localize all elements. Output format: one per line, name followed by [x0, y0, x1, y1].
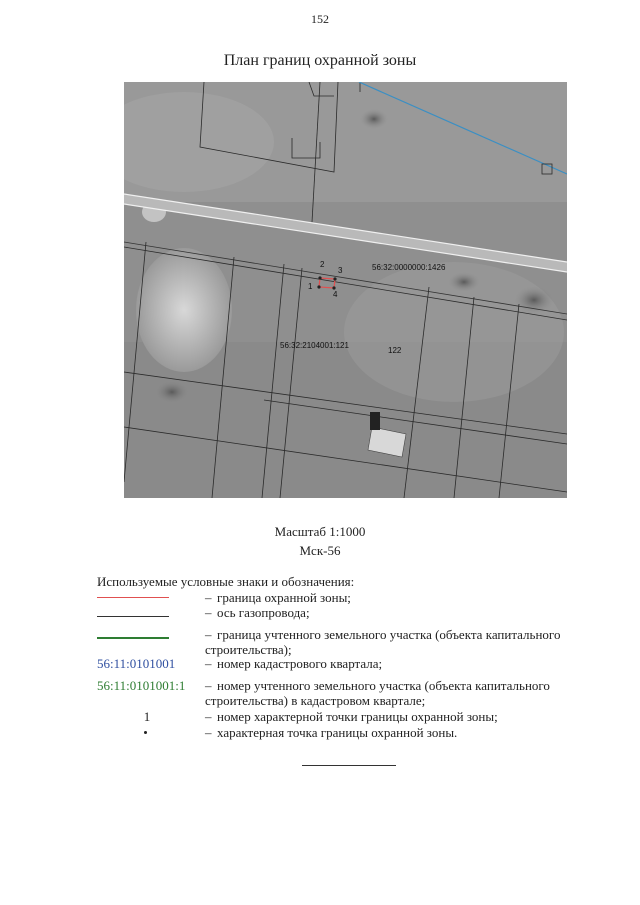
- page-title: План границ охранной зоны: [223, 52, 417, 69]
- legend-title: Используемые условные знаки и обозначения:: [97, 574, 355, 589]
- legend-desc: характерная точка границы охранной зоны.: [217, 725, 458, 740]
- point-dot-symbol: [144, 731, 147, 734]
- legend-item-quarter-number: 56:11:0101001 – номер кадастрового квартала;: [97, 656, 383, 671]
- parcel-label-121: 56:32:2104001:121: [280, 341, 349, 350]
- legend-desc: ось газопровода;: [217, 605, 310, 620]
- map-drawing: [124, 82, 567, 498]
- legend-item-point: – характерная точка границы охранной зоны.: [97, 725, 577, 741]
- zone-point-3: [333, 277, 336, 280]
- point-label-2: 2: [320, 260, 325, 269]
- legend-desc: номер учтенного земельного участка (объекта капитального строительства) в кадастровом квартале;: [205, 678, 550, 708]
- legend-desc: номер кадастрового квартала;: [217, 656, 383, 671]
- legend-desc: граница учтенного земельного участка (объекта капитального строительства);: [205, 627, 561, 657]
- gas-axis-symbol: [97, 616, 169, 617]
- point-label-3: 3: [338, 266, 343, 275]
- light-patch: [136, 248, 232, 372]
- point-label-1: 1: [308, 282, 313, 291]
- zone-point-1: [317, 285, 320, 288]
- quarter-number-sample: 56:11:0101001: [97, 656, 176, 671]
- point-number-sample: 1: [143, 709, 151, 724]
- legend-item-zone-boundary: – граница охранной зоны;: [97, 590, 577, 606]
- scale-block: [0, 522, 640, 560]
- parcel-label-1426: 56:32:0000000:1426: [372, 263, 446, 272]
- parcel-boundary-symbol: [97, 637, 169, 639]
- parcel-number-sample: 56:11:0101001:1: [97, 678, 186, 693]
- parcel-label-122: 122: [388, 346, 402, 355]
- zone-point-2: [318, 276, 321, 279]
- point-label-4: 4: [333, 290, 338, 299]
- scale-text: Масштаб 1:1000: [274, 524, 366, 539]
- legend-desc: граница охранной зоны;: [217, 590, 351, 605]
- bottom-rule: [302, 765, 396, 766]
- coordinate-system: Мск-56: [299, 543, 341, 558]
- legend-item-gas-axis: – ось газопровода;: [97, 605, 577, 621]
- page-number: 152: [311, 12, 329, 26]
- legend-item-point-number: 1 – номер характерной точки границы охранной зоны;: [97, 709, 577, 725]
- zone-boundary-symbol: [97, 597, 169, 598]
- legend-desc: номер характерной точки границы охранной зоны;: [217, 709, 498, 724]
- legend-item-parcel-number: 56:11:0101001:1 – номер учтенного земельного участка (объекта капитального строительства) в кадастровом квартале;: [97, 678, 550, 708]
- aerial-map: [124, 82, 567, 498]
- legend-item-parcel-boundary: – граница учтенного земельного участка (объекта капитального строительства);: [97, 627, 577, 657]
